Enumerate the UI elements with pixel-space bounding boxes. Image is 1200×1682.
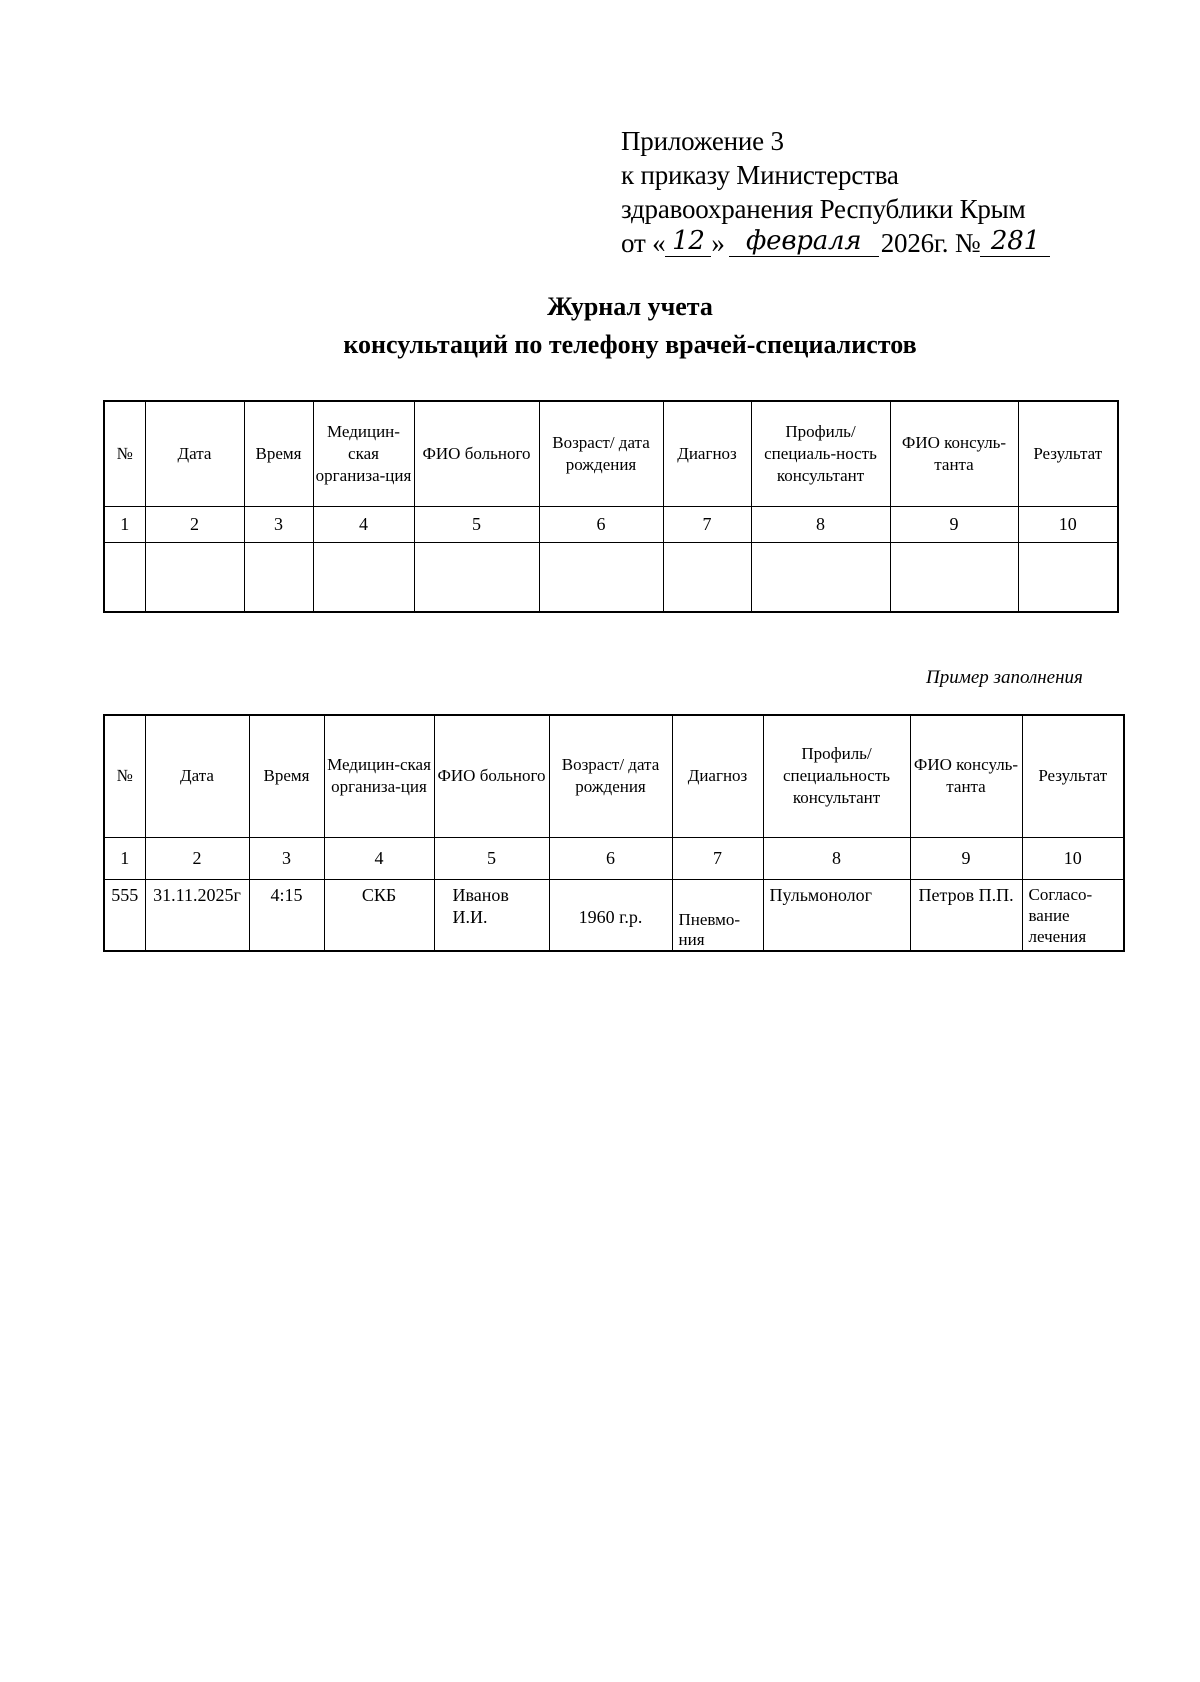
col-header-age: Возраст/ дата рождения <box>539 401 663 506</box>
col-header-age: Возраст/ дата рождения <box>549 715 672 837</box>
col-header-time: Время <box>249 715 324 837</box>
col-header-date: Дата <box>145 715 249 837</box>
col-number: 10 <box>1018 506 1118 542</box>
entry-time: 4:15 <box>249 879 324 951</box>
entry-consultant-name: Петров П.П. <box>910 879 1022 951</box>
empty-cell <box>313 542 414 612</box>
col-number: 6 <box>549 837 672 879</box>
from-prefix: от « <box>621 228 666 258</box>
col-header-date: Дата <box>145 401 244 506</box>
example-label: Пример заполнения <box>926 667 1083 688</box>
empty-cell <box>244 542 313 612</box>
col-header-medical-organization: Медицин-ская организа-ция <box>324 715 434 837</box>
empty-cell <box>1018 542 1118 612</box>
order-reference: к приказу Министерства <box>621 160 899 190</box>
col-header-result: Результат <box>1022 715 1124 837</box>
col-number: 4 <box>324 837 434 879</box>
col-number: 1 <box>104 837 145 879</box>
col-number: 2 <box>145 837 249 879</box>
header-row <box>104 715 1124 837</box>
entry-result: Согласо-вание лечения <box>1022 879 1124 951</box>
empty-cell <box>145 542 244 612</box>
handwritten-month: февраля <box>729 227 879 261</box>
quote-close: » <box>711 228 725 258</box>
col-number: 3 <box>244 506 313 542</box>
handwritten-order-number: 281 <box>980 227 1050 261</box>
empty-entry-row <box>104 542 1118 612</box>
col-header-time: Время <box>244 401 313 506</box>
entry-medical-organization: СКБ <box>324 879 434 951</box>
year-text: 2026г. № <box>880 228 981 258</box>
col-number: 9 <box>910 837 1022 879</box>
col-header-number: № <box>104 401 145 506</box>
entry-date: 31.11.2025г <box>145 879 249 951</box>
col-header-specialty: Профиль/ специаль-ность консультант <box>751 401 890 506</box>
journal-subtitle: консультаций по телефону врачей-специалистов <box>343 330 917 359</box>
col-header-patient-name: ФИО больного <box>414 401 539 506</box>
ministry-name: здравоохранения Республики Крым <box>621 194 1026 224</box>
empty-cell <box>539 542 663 612</box>
col-header-diagnosis: Диагноз <box>663 401 751 506</box>
col-number: 2 <box>145 506 244 542</box>
col-number: 1 <box>104 506 145 542</box>
col-number: 7 <box>672 837 763 879</box>
appendix-number: Приложение 3 <box>621 126 784 156</box>
entry-age: 1960 г.р. <box>549 879 672 951</box>
empty-cell <box>751 542 890 612</box>
journal-example-table <box>103 714 1125 952</box>
col-header-number: № <box>104 715 145 837</box>
empty-cell <box>663 542 751 612</box>
col-header-consultant-name: ФИО консуль-танта <box>910 715 1022 837</box>
entry-specialty: Пульмонолог <box>763 879 910 951</box>
col-number: 7 <box>663 506 751 542</box>
col-number: 4 <box>313 506 414 542</box>
journal-title: Журнал учета <box>547 292 713 321</box>
appendix-header <box>621 124 1050 261</box>
column-numbers-row <box>104 506 1118 542</box>
entry-number: 555 <box>104 879 145 951</box>
entry-diagnosis: Пневмо-ния <box>672 879 763 951</box>
empty-cell <box>104 542 145 612</box>
empty-cell <box>890 542 1018 612</box>
col-number: 8 <box>751 506 890 542</box>
col-header-consultant-name: ФИО консуль-танта <box>890 401 1018 506</box>
col-header-result: Результат <box>1018 401 1118 506</box>
header-row <box>104 401 1118 506</box>
entry-patient-name: Иванов И.И. <box>434 879 549 951</box>
col-number: 8 <box>763 837 910 879</box>
col-number: 5 <box>434 837 549 879</box>
col-header-patient-name: ФИО больного <box>434 715 549 837</box>
col-number: 3 <box>249 837 324 879</box>
col-number: 9 <box>890 506 1018 542</box>
handwritten-day: 12 <box>665 227 711 261</box>
col-header-medical-organization: Медицин-ская организа-ция <box>313 401 414 506</box>
col-number: 10 <box>1022 837 1124 879</box>
column-numbers-row <box>104 837 1124 879</box>
col-number: 6 <box>539 506 663 542</box>
col-number: 5 <box>414 506 539 542</box>
col-header-specialty: Профиль/ специальность консультант <box>763 715 910 837</box>
order-date-line <box>621 226 1050 261</box>
journal-template-table <box>103 400 1119 613</box>
empty-cell <box>414 542 539 612</box>
col-header-diagnosis: Диагноз <box>672 715 763 837</box>
example-entry-row <box>104 879 1124 951</box>
